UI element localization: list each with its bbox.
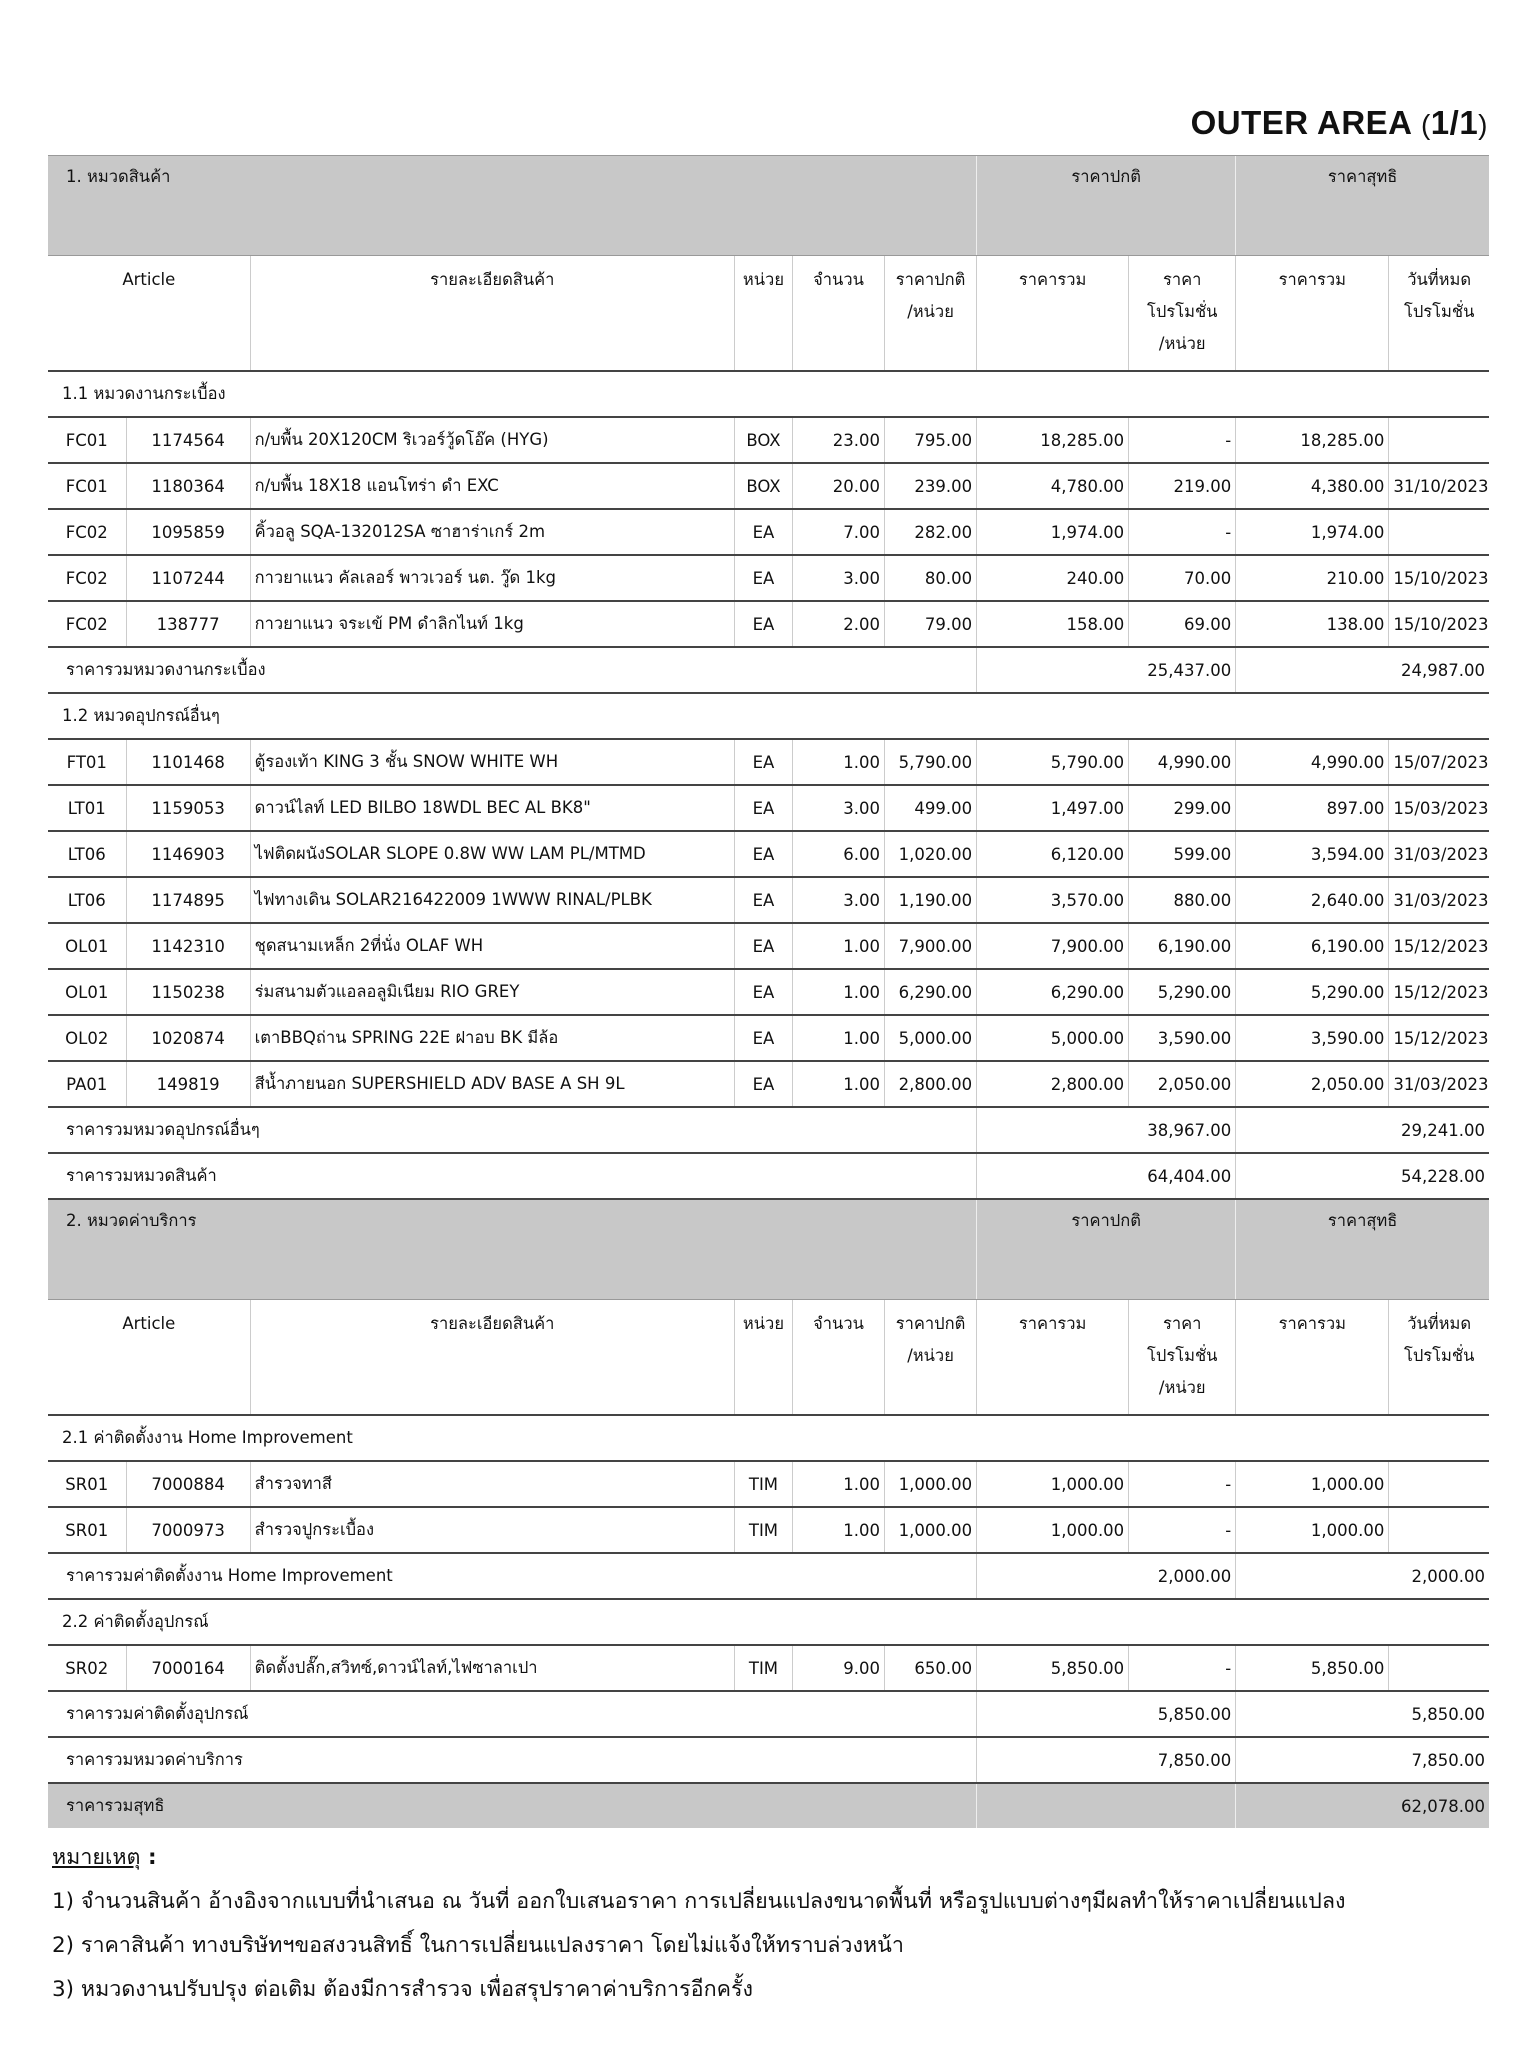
subsection-title: 2.1 ค่าติดตั้งงาน Home Improvement (48, 1415, 1489, 1461)
article-number: 1095859 (126, 509, 250, 555)
item-unit-price: 80.00 (885, 555, 977, 601)
subtotal-net: 24,987.00 (1236, 647, 1489, 693)
title-page-number: 1/1 (1430, 104, 1479, 141)
item-description: ก/บพื้น 20X120CM ริเวอร์วู้ดโอ๊ค (HYG) (250, 417, 734, 463)
net-price-header: ราคาสุทธิ (1236, 1199, 1489, 1300)
item-unit: EA (734, 509, 792, 555)
article-number: 1150238 (126, 969, 250, 1015)
category-code: OL02 (48, 1015, 126, 1061)
item-qty: 1.00 (792, 1061, 884, 1107)
item-unit-price: 2,800.00 (885, 1061, 977, 1107)
total-header: ราคารวม (977, 256, 1129, 372)
subsection-title: 1.2 หมวดอุปกรณ์อื่นๆ (48, 693, 1489, 739)
item-qty: 3.00 (792, 785, 884, 831)
item-unit-price: 1,020.00 (885, 831, 977, 877)
item-promo-end-date: 31/10/2023 (1389, 463, 1489, 509)
article-number: 1142310 (126, 923, 250, 969)
article-number: 1159053 (126, 785, 250, 831)
item-qty: 1.00 (792, 1015, 884, 1061)
notes-section (52, 1836, 1346, 2012)
item-net-total: 6,190.00 (1236, 923, 1389, 969)
item-total: 1,000.00 (977, 1507, 1129, 1553)
item-net-total: 5,290.00 (1236, 969, 1389, 1015)
item-unit-price: 79.00 (885, 601, 977, 647)
quotation-table (48, 155, 1489, 1828)
item-net-total: 3,590.00 (1236, 1015, 1389, 1061)
item-unit-price: 5,000.00 (885, 1015, 977, 1061)
item-unit-price: 6,290.00 (885, 969, 977, 1015)
item-total: 1,974.00 (977, 509, 1129, 555)
subtotal-label: ราคารวมหมวดงานกระเบื้อง (48, 647, 977, 693)
item-promo-price: - (1129, 1461, 1236, 1507)
promo-header-line1: ราคา (1163, 1314, 1202, 1333)
item-promo-end-date (1389, 1507, 1489, 1553)
item-qty: 6.00 (792, 831, 884, 877)
subsection-title: 2.2 ค่าติดตั้งอุปกรณ์ (48, 1599, 1489, 1645)
section-header-row (48, 1199, 1489, 1300)
item-total: 1,497.00 (977, 785, 1129, 831)
unit-price-header-line2: /หน่วย (907, 302, 954, 321)
item-unit: EA (734, 831, 792, 877)
table-row (48, 1015, 1489, 1061)
item-promo-end-date: 15/12/2023 (1389, 923, 1489, 969)
item-promo-end-date: 31/03/2023 (1389, 877, 1489, 923)
table-row (48, 555, 1489, 601)
item-total: 3,570.00 (977, 877, 1129, 923)
table-row (48, 877, 1489, 923)
item-total: 5,000.00 (977, 1015, 1129, 1061)
description-header: รายละเอียดสินค้า (250, 256, 734, 372)
item-promo-price: - (1129, 417, 1236, 463)
item-total: 1,000.00 (977, 1461, 1129, 1507)
title-text: OUTER AREA (1190, 104, 1412, 141)
item-total: 4,780.00 (977, 463, 1129, 509)
subsection-row (48, 371, 1489, 417)
item-net-total: 1,000.00 (1236, 1461, 1389, 1507)
subsection-title: 1.1 หมวดงานกระเบื้อง (48, 371, 1489, 417)
item-promo-price: 2,050.00 (1129, 1061, 1236, 1107)
item-description: ดาวน์ไลท์ LED BILBO 18WDL BEC AL BK8" (250, 785, 734, 831)
table-row (48, 969, 1489, 1015)
subtotal-normal: 25,437.00 (977, 647, 1236, 693)
item-promo-price: 5,290.00 (1129, 969, 1236, 1015)
item-promo-price: 880.00 (1129, 877, 1236, 923)
item-unit: EA (734, 1015, 792, 1061)
item-description: ไฟติดผนังSOLAR SLOPE 0.8W WW LAM PL/MTMD (250, 831, 734, 877)
category-code: OL01 (48, 923, 126, 969)
grand-total-label: ราคารวมสุทธิ (48, 1783, 977, 1828)
item-promo-price: 3,590.00 (1129, 1015, 1236, 1061)
article-number: 1020874 (126, 1015, 250, 1061)
item-description: ก/บพื้น 18X18 แอนโทร่า ดำ EXC (250, 463, 734, 509)
section-total-net: 7,850.00 (1236, 1737, 1489, 1783)
subtotal-net: 29,241.00 (1236, 1107, 1489, 1153)
item-unit: BOX (734, 463, 792, 509)
item-promo-price: 299.00 (1129, 785, 1236, 831)
normal-price-header: ราคาปกติ (977, 1199, 1236, 1300)
article-header: Article (48, 1300, 250, 1416)
qty-header: จำนวน (792, 256, 884, 372)
category-code: LT06 (48, 831, 126, 877)
promo-price-header (1129, 1300, 1236, 1416)
promo-end-header-line2: โปรโมชั่น (1403, 1346, 1475, 1365)
item-qty: 3.00 (792, 877, 884, 923)
section-total-normal: 64,404.00 (977, 1153, 1236, 1199)
item-promo-end-date (1389, 1645, 1489, 1691)
item-promo-price: - (1129, 1507, 1236, 1553)
article-number: 7000164 (126, 1645, 250, 1691)
category-code: FC02 (48, 555, 126, 601)
grand-total-spacer (977, 1783, 1236, 1828)
category-code: SR01 (48, 1507, 126, 1553)
item-promo-end-date: 15/10/2023 (1389, 601, 1489, 647)
category-code: SR02 (48, 1645, 126, 1691)
section-header-row (48, 156, 1489, 256)
item-promo-price: 4,990.00 (1129, 739, 1236, 785)
item-unit: EA (734, 785, 792, 831)
item-qty: 1.00 (792, 1461, 884, 1507)
net-total-header: ราคารวม (1236, 256, 1389, 372)
page-title (1191, 104, 1488, 142)
subsection-row (48, 1599, 1489, 1645)
note-line-3: 3) หมวดงานปรับปรุง ต่อเติม ต้องมีการสำรวจ เพื่อสรุปราคาค่าบริการอีกครั้ง (52, 1977, 754, 2002)
item-total: 6,120.00 (977, 831, 1129, 877)
item-unit-price: 7,900.00 (885, 923, 977, 969)
item-unit: EA (734, 877, 792, 923)
item-unit: EA (734, 739, 792, 785)
item-description: คิ้วอลู SQA-132012SA ซาฮาร่าเกร์ 2m (250, 509, 734, 555)
title-paren-close: ) (1478, 109, 1488, 140)
item-description: กาวยาแนว คัลเลอร์ พาวเวอร์ นต. วู๊ด 1kg (250, 555, 734, 601)
article-number: 1146903 (126, 831, 250, 877)
item-description: เตาBBQถ่าน SPRING 22E ฝาอบ BK มีล้อ (250, 1015, 734, 1061)
promo-end-header (1389, 1300, 1489, 1416)
item-unit-price: 1,000.00 (885, 1461, 977, 1507)
article-number: 7000973 (126, 1507, 250, 1553)
item-net-total: 897.00 (1236, 785, 1389, 831)
item-net-total: 2,050.00 (1236, 1061, 1389, 1107)
item-unit: TIM (734, 1645, 792, 1691)
item-qty: 1.00 (792, 739, 884, 785)
item-total: 2,800.00 (977, 1061, 1129, 1107)
subtotal-label: ราคารวมหมวดอุปกรณ์อื่นๆ (48, 1107, 977, 1153)
subtotal-row (48, 647, 1489, 693)
article-number: 7000884 (126, 1461, 250, 1507)
unit-price-header (885, 256, 977, 372)
item-promo-end-date: 31/03/2023 (1389, 831, 1489, 877)
article-number: 1174564 (126, 417, 250, 463)
item-net-total: 4,380.00 (1236, 463, 1389, 509)
item-unit-price: 282.00 (885, 509, 977, 555)
item-unit: EA (734, 923, 792, 969)
item-description: ตู้รองเท้า KING 3 ชั้น SNOW WHITE WH (250, 739, 734, 785)
table-row (48, 923, 1489, 969)
item-total: 6,290.00 (977, 969, 1129, 1015)
promo-end-header-line2: โปรโมชั่น (1403, 302, 1475, 321)
subtotal-label: ราคารวมค่าติดตั้งอุปกรณ์ (48, 1691, 977, 1737)
table-row (48, 509, 1489, 555)
item-unit: TIM (734, 1461, 792, 1507)
item-net-total: 210.00 (1236, 555, 1389, 601)
normal-price-header: ราคาปกติ (977, 156, 1236, 256)
item-total: 5,790.00 (977, 739, 1129, 785)
item-total: 158.00 (977, 601, 1129, 647)
subtotal-net: 5,850.00 (1236, 1691, 1489, 1737)
item-net-total: 18,285.00 (1236, 417, 1389, 463)
item-unit-price: 499.00 (885, 785, 977, 831)
section-total-label: ราคารวมหมวดสินค้า (48, 1153, 977, 1199)
item-unit-price: 239.00 (885, 463, 977, 509)
item-promo-end-date (1389, 1461, 1489, 1507)
item-qty: 1.00 (792, 1507, 884, 1553)
unit-price-header-line1: ราคาปกติ (895, 1314, 966, 1333)
item-net-total: 3,594.00 (1236, 831, 1389, 877)
promo-price-header (1129, 256, 1236, 372)
item-total: 18,285.00 (977, 417, 1129, 463)
item-unit: EA (734, 601, 792, 647)
notes-title: หมายเหตุ (52, 1845, 141, 1870)
item-net-total: 138.00 (1236, 601, 1389, 647)
item-promo-price: 599.00 (1129, 831, 1236, 877)
category-code: FC02 (48, 509, 126, 555)
item-qty: 3.00 (792, 555, 884, 601)
item-unit-price: 5,790.00 (885, 739, 977, 785)
net-total-header: ราคารวม (1236, 1300, 1389, 1416)
table-row (48, 417, 1489, 463)
item-promo-end-date (1389, 417, 1489, 463)
subtotal-normal: 38,967.00 (977, 1107, 1236, 1153)
section-total-row (48, 1737, 1489, 1783)
table-row (48, 1061, 1489, 1107)
item-promo-price: 219.00 (1129, 463, 1236, 509)
subtotal-normal: 2,000.00 (977, 1553, 1236, 1599)
description-header: รายละเอียดสินค้า (250, 1300, 734, 1416)
column-header-row (48, 256, 1489, 372)
section-total-normal: 7,850.00 (977, 1737, 1236, 1783)
promo-header-line3: /หน่วย (1158, 334, 1206, 353)
item-qty: 23.00 (792, 417, 884, 463)
section-title: 1. หมวดสินค้า (48, 156, 977, 256)
title-paren-open: ( (1420, 109, 1431, 140)
item-promo-price: 69.00 (1129, 601, 1236, 647)
item-qty: 2.00 (792, 601, 884, 647)
section-total-net: 54,228.00 (1236, 1153, 1489, 1199)
qty-header: จำนวน (792, 1300, 884, 1416)
item-promo-end-date: 15/10/2023 (1389, 555, 1489, 601)
item-promo-end-date: 15/12/2023 (1389, 969, 1489, 1015)
subsection-row (48, 1415, 1489, 1461)
subtotal-row (48, 1553, 1489, 1599)
item-unit: EA (734, 969, 792, 1015)
subtotal-net: 2,000.00 (1236, 1553, 1489, 1599)
item-unit: EA (734, 555, 792, 601)
grand-total-row (48, 1783, 1489, 1828)
promo-end-header-line1: วันที่หมด (1407, 270, 1472, 289)
category-code: LT06 (48, 877, 126, 923)
item-qty: 20.00 (792, 463, 884, 509)
category-code: FT01 (48, 739, 126, 785)
article-number: 1101468 (126, 739, 250, 785)
table-row (48, 463, 1489, 509)
item-promo-end-date (1389, 509, 1489, 555)
promo-header-line2: โปรโมชั่น (1147, 1346, 1218, 1365)
item-description: ร่มสนามตัวแอลอลูมิเนียม RIO GREY (250, 969, 734, 1015)
item-net-total: 1,974.00 (1236, 509, 1389, 555)
item-unit-price: 650.00 (885, 1645, 977, 1691)
table-row (48, 1461, 1489, 1507)
article-number: 138777 (126, 601, 250, 647)
table-row (48, 831, 1489, 877)
item-net-total: 1,000.00 (1236, 1507, 1389, 1553)
item-promo-end-date: 15/03/2023 (1389, 785, 1489, 831)
item-promo-price: 6,190.00 (1129, 923, 1236, 969)
promo-end-header-line1: วันที่หมด (1407, 1314, 1472, 1333)
item-unit: TIM (734, 1507, 792, 1553)
item-qty: 1.00 (792, 969, 884, 1015)
subtotal-row (48, 1691, 1489, 1737)
note-line-2: 2) ราคาสินค้า ทางบริษัทฯขอสงวนสิทธิ์ ในการเปลี่ยนแปลงราคา โดยไม่แจ้งให้ทราบล่วงหน้า (52, 1933, 904, 1958)
subtotal-row (48, 1107, 1489, 1153)
article-number: 149819 (126, 1061, 250, 1107)
item-qty: 7.00 (792, 509, 884, 555)
promo-header-line1: ราคา (1163, 270, 1202, 289)
category-code: LT01 (48, 785, 126, 831)
item-description: สำรวจปูกระเบื้อง (250, 1507, 734, 1553)
section-title: 2. หมวดค่าบริการ (48, 1199, 977, 1300)
unit-price-header (885, 1300, 977, 1416)
item-description: ชุดสนามเหล็ก 2ที่นั่ง OLAF WH (250, 923, 734, 969)
item-description: ไฟทางเดิน SOLAR216422009 1WWW RINAL/PLBK (250, 877, 734, 923)
category-code: PA01 (48, 1061, 126, 1107)
table-row (48, 1507, 1489, 1553)
item-description: กาวยาแนว จระเข้ PM ดำลิกไนท์ 1kg (250, 601, 734, 647)
item-total: 7,900.00 (977, 923, 1129, 969)
unit-header: หน่วย (734, 1300, 792, 1416)
unit-price-header-line1: ราคาปกติ (895, 270, 966, 289)
table-row (48, 785, 1489, 831)
unit-header: หน่วย (734, 256, 792, 372)
item-promo-price: - (1129, 509, 1236, 555)
item-total: 240.00 (977, 555, 1129, 601)
article-number: 1107244 (126, 555, 250, 601)
item-total: 5,850.00 (977, 1645, 1129, 1691)
subtotal-normal: 5,850.00 (977, 1691, 1236, 1737)
item-description: สำรวจทาสี (250, 1461, 734, 1507)
item-unit: BOX (734, 417, 792, 463)
category-code: SR01 (48, 1461, 126, 1507)
net-price-header: ราคาสุทธิ (1236, 156, 1489, 256)
table-row (48, 1645, 1489, 1691)
category-code: OL01 (48, 969, 126, 1015)
item-unit: EA (734, 1061, 792, 1107)
total-header: ราคารวม (977, 1300, 1129, 1416)
grand-total-value: 62,078.00 (1236, 1783, 1489, 1828)
section-total-row (48, 1153, 1489, 1199)
table-row (48, 739, 1489, 785)
item-description: สีน้ำภายนอก SUPERSHIELD ADV BASE A SH 9L (250, 1061, 734, 1107)
note-line-1: 1) จำนวนสินค้า อ้างอิงจากแบบที่นำเสนอ ณ วันที่ ออกใบเสนอราคา การเปลี่ยนแปลงขนาดพื้นที่ หรือรูปแบบต่างๆมีผลทำให้ราคาเปลี่ยนแปลง (52, 1889, 1346, 1914)
item-unit-price: 1,190.00 (885, 877, 977, 923)
promo-header-line2: โปรโมชั่น (1147, 302, 1218, 321)
article-header: Article (48, 256, 250, 372)
item-promo-end-date: 15/07/2023 (1389, 739, 1489, 785)
item-net-total: 2,640.00 (1236, 877, 1389, 923)
category-code: FC01 (48, 417, 126, 463)
category-code: FC02 (48, 601, 126, 647)
column-header-row (48, 1300, 1489, 1416)
promo-end-header (1389, 256, 1489, 372)
promo-header-line3: /หน่วย (1158, 1378, 1206, 1397)
subsection-row (48, 693, 1489, 739)
article-number: 1180364 (126, 463, 250, 509)
item-qty: 1.00 (792, 923, 884, 969)
item-description: ติดตั้งปลั๊ก,สวิทซ์,ดาวน์ไลท์,ไฟซาลาเปา (250, 1645, 734, 1691)
notes-heading (52, 1836, 1346, 1880)
item-promo-price: 70.00 (1129, 555, 1236, 601)
item-net-total: 5,850.00 (1236, 1645, 1389, 1691)
section-total-label: ราคารวมหมวดค่าบริการ (48, 1737, 977, 1783)
unit-price-header-line2: /หน่วย (907, 1346, 954, 1365)
subtotal-label: ราคารวมค่าติดตั้งงาน Home Improvement (48, 1553, 977, 1599)
item-promo-end-date: 31/03/2023 (1389, 1061, 1489, 1107)
item-unit-price: 1,000.00 (885, 1507, 977, 1553)
item-qty: 9.00 (792, 1645, 884, 1691)
article-number: 1174895 (126, 877, 250, 923)
category-code: FC01 (48, 463, 126, 509)
item-promo-price: - (1129, 1645, 1236, 1691)
table-row (48, 601, 1489, 647)
item-net-total: 4,990.00 (1236, 739, 1389, 785)
notes-colon: : (140, 1845, 157, 1870)
item-unit-price: 795.00 (885, 417, 977, 463)
item-promo-end-date: 15/12/2023 (1389, 1015, 1489, 1061)
